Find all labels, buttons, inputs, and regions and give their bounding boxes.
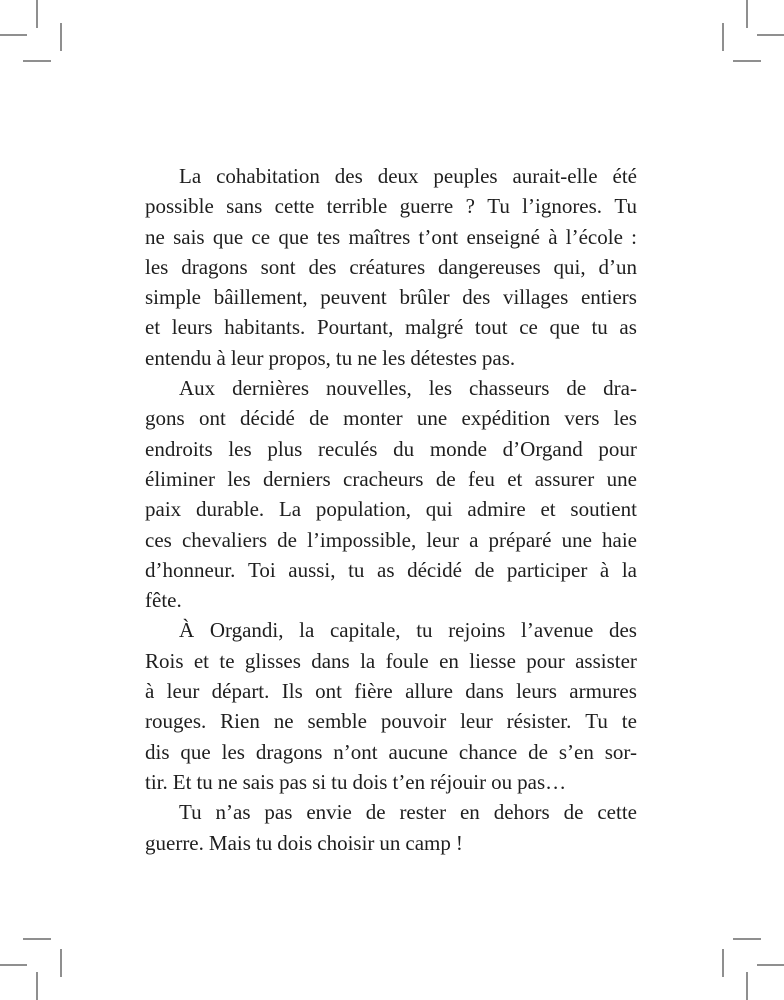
text-line: dis que les dragons n’ont aucune chance de s’en sor- [145, 739, 637, 764]
text-line: Tu n’as pas envie de rester en dehors de cette [179, 800, 637, 825]
paragraph [145, 797, 637, 858]
crop-mark-segment [757, 34, 784, 36]
paragraph [145, 615, 637, 797]
text-line: éliminer les derniers cracheurs de feu et assurer une [145, 466, 637, 491]
text-line: entendu à leur propos, tu ne les détestes pas. [145, 345, 516, 370]
text-line: ces chevaliers de l’impossible, leur a préparé une haie [145, 527, 637, 552]
text-line: et leurs habitants. Pourtant, malgré tout ce que tu as [145, 315, 637, 340]
paragraph [145, 373, 637, 615]
text-line: Rois et te glisses dans la foule en liesse pour assister [145, 648, 637, 673]
crop-mark-segment [36, 0, 38, 28]
crop-mark-segment [747, 972, 749, 1000]
crop-mark-segment [60, 23, 62, 51]
text-line: les dragons sont des créatures dangereuses qui, d’un [145, 254, 637, 279]
crop-mark-bottom-left [0, 938, 62, 1000]
text-line: La cohabitation des deux peuples aurait-elle été [179, 164, 637, 188]
crop-mark-segment [23, 939, 51, 941]
crop-mark-segment [747, 0, 749, 28]
crop-mark-segment [23, 60, 51, 62]
crop-mark-top-left [0, 0, 62, 62]
text-line: endroits les plus reculés du monde d’Organd pour [145, 436, 637, 461]
text-line: guerre. Mais tu dois choisir un camp ! [145, 830, 463, 855]
text-line: gons ont décidé de monter une expédition vers les [145, 406, 637, 431]
crop-mark-segment [0, 34, 27, 36]
crop-mark-segment [757, 965, 784, 967]
crop-mark-bottom-right [722, 938, 784, 1000]
text-line: simple bâillement, peuvent brûler des villages entiers [145, 285, 637, 310]
text-line: rouges. Rien ne semble pouvoir leur résister. Tu te [145, 709, 637, 734]
text-line: d’honneur. Toi aussi, tu as décidé de participer à la [145, 557, 637, 582]
crop-mark-segment [36, 972, 38, 1000]
text-line: ne sais que ce que tes maîtres t’ont enseigné à l’école : [145, 224, 637, 249]
crop-mark-segment [723, 949, 725, 977]
crop-mark-segment [723, 23, 725, 51]
text-line: tir. Et tu ne sais pas si tu dois t’en réjouir ou pas… [145, 769, 567, 794]
text-line: À Organdi, la capitale, tu rejoins l’avenue des [179, 618, 637, 643]
text-line: à leur départ. Ils ont fière allure dans leurs armures [145, 679, 637, 704]
text-line: possible sans cette terrible guerre ? Tu l’ignores. Tu [145, 194, 637, 219]
text-line: paix durable. La population, qui admire et soutient [145, 497, 637, 522]
crop-mark-segment [733, 60, 761, 62]
crop-mark-segment [733, 939, 761, 941]
page-text [145, 161, 637, 858]
text-line: fête. [145, 588, 182, 613]
text-line: Aux dernières nouvelles, les chasseurs de dra- [179, 376, 637, 401]
crop-mark-segment [0, 965, 27, 967]
crop-mark-top-right [722, 0, 784, 62]
crop-mark-segment [60, 949, 62, 977]
paragraph [145, 161, 637, 373]
